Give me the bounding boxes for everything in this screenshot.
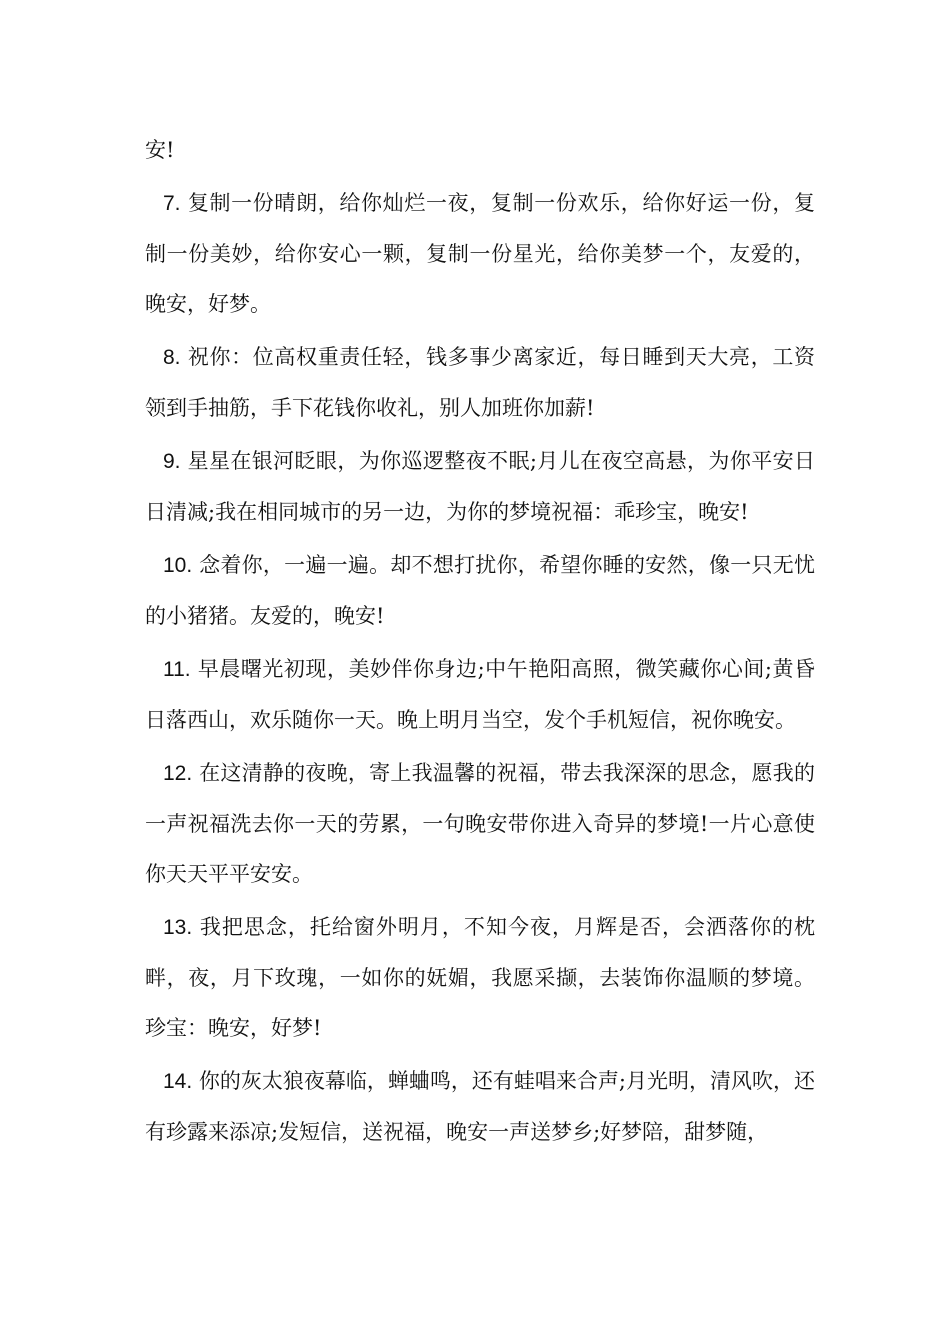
- paragraph-text: 复制一份晴朗，给你灿烂一夜，复制一份欢乐，给你好运一份，复制一份美妙，给你安心一颗，复制一份星光，给你美梦一个，友爱的，晚安，好梦。: [145, 191, 815, 316]
- paragraph-text: 早晨曙光初现，美妙伴你身边;中午艳阳高照，微笑藏你心间;黄昏日落西山，欢乐随你一天。晚上明月当空，发个手机短信，祝你晚安。: [145, 657, 815, 732]
- paragraph-14: [145, 1056, 815, 1157]
- paragraph-text: 我把思念，托给窗外明月，不知今夜，月辉是否，会洒落你的枕畔，夜，月下玫瑰，一如你的妩媚，我愿采撷，去装饰你温顺的梦境。珍宝：晚安，好梦!: [145, 915, 815, 1040]
- paragraph-number: 14.: [163, 1070, 193, 1093]
- paragraph-text: 念着你，一遍一遍。却不想打扰你，希望你睡的安然，像一只无忧的小猪猪。友爱的，晚安!: [145, 553, 815, 628]
- paragraph-number: 13.: [163, 916, 193, 939]
- paragraph-10: [145, 540, 815, 641]
- paragraph-text: 你的灰太狼夜幕临，蝉蛐鸣，还有蛙唱来合声;月光明，清风吹，还有珍露来添凉;发短信，送祝福，晚安一声送梦乡;好梦陪，甜梦随，: [145, 1069, 815, 1144]
- paragraph-text: 在这清静的夜晚，寄上我温馨的祝福，带去我深深的思念，愿我的一声祝福洗去你一天的劳累，一句晚安带你进入奇异的梦境!一片心意使你天天平平安安。: [145, 761, 815, 886]
- paragraph-continuation: [145, 125, 815, 175]
- paragraph-number: 8.: [163, 346, 181, 369]
- paragraph-11: [145, 644, 815, 745]
- paragraph-number: 12.: [163, 762, 193, 785]
- paragraph-number: 10.: [163, 554, 193, 577]
- paragraph-13: [145, 902, 815, 1053]
- document-body: [145, 125, 815, 1160]
- paragraph-number: 9.: [163, 450, 181, 473]
- paragraph-8: [145, 332, 815, 433]
- paragraph-text: 星星在银河眨眼，为你巡逻整夜不眠;月儿在夜空高悬，为你平安日日清减;我在相同城市的另一边，为你的梦境祝福：乖珍宝，晚安!: [145, 449, 815, 524]
- paragraph-9: [145, 436, 815, 537]
- paragraph-text: 祝你：位高权重责任轻，钱多事少离家近，每日睡到天大亮，工资领到手抽筋，手下花钱你收礼，别人加班你加薪!: [145, 345, 815, 420]
- paragraph-7: [145, 178, 815, 329]
- paragraph-number: 11.: [163, 658, 191, 681]
- paragraph-text: 安!: [145, 138, 175, 162]
- paragraph-12: [145, 748, 815, 899]
- paragraph-number: 7.: [163, 192, 181, 215]
